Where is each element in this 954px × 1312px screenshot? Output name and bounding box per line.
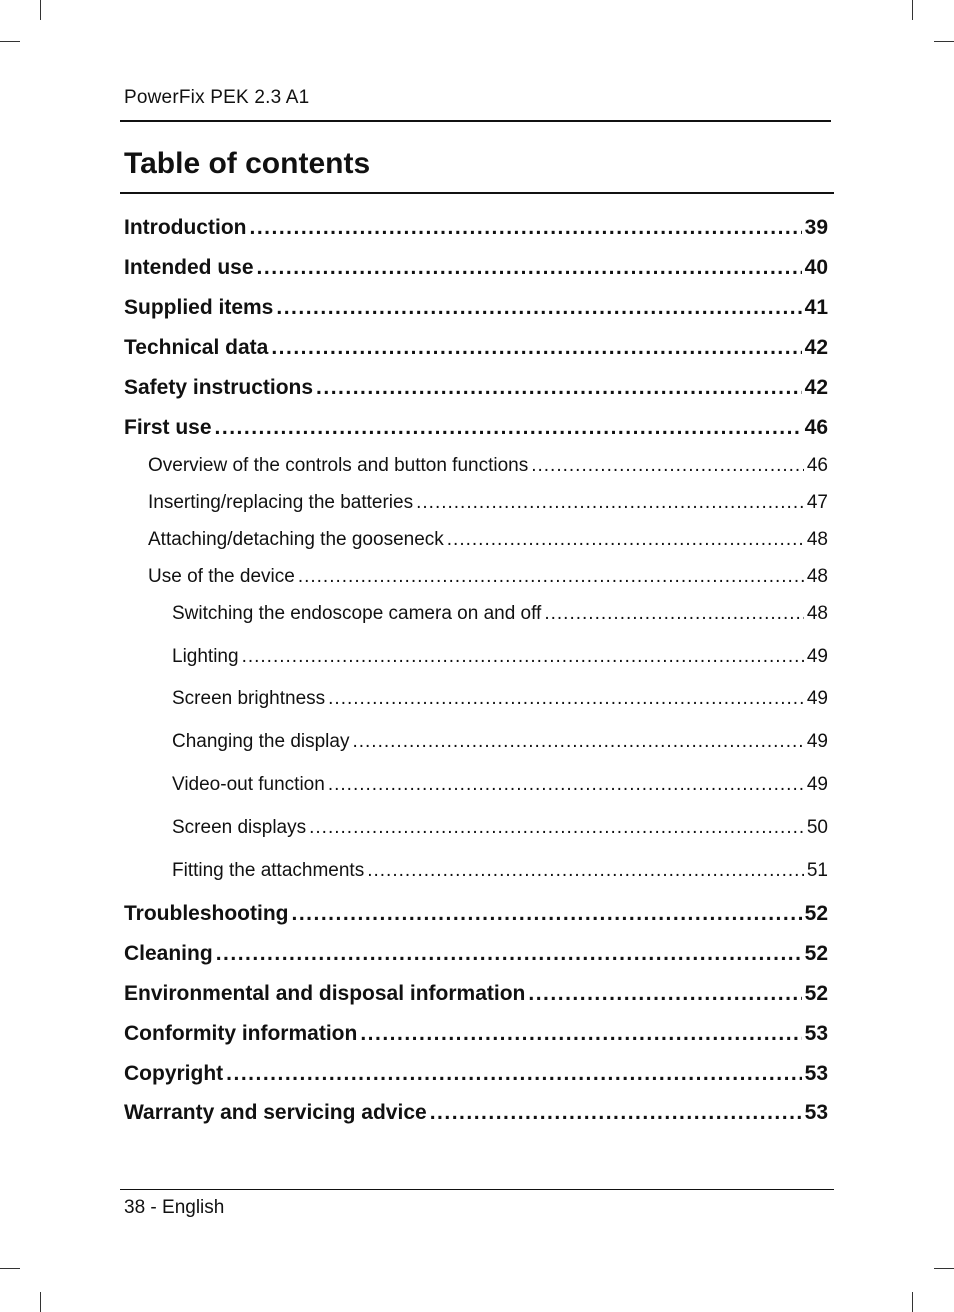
toc-entry-page-number: 42 — [804, 336, 828, 359]
toc-entry-page-number: 53 — [804, 1062, 828, 1085]
toc-entry[interactable] — [148, 455, 828, 477]
toc-entry-label: Fitting the attachments — [172, 860, 365, 881]
toc-entry-label: Troubleshooting — [124, 902, 289, 925]
toc-entry[interactable] — [148, 566, 828, 588]
toc-entry-label: Technical data — [124, 336, 269, 359]
dot-leader — [416, 492, 804, 514]
header-rule — [120, 120, 831, 122]
toc-entry-label: Lighting — [172, 646, 239, 667]
toc-entry[interactable] — [124, 296, 828, 320]
crop-mark — [0, 1268, 20, 1269]
toc-entry[interactable] — [124, 1062, 828, 1086]
toc-entry[interactable] — [124, 982, 828, 1006]
toc-entry[interactable] — [124, 416, 828, 440]
dot-leader — [544, 603, 804, 625]
toc-entry-label: Warranty and servicing advice — [124, 1101, 427, 1124]
toc-entry[interactable] — [148, 529, 828, 551]
toc-entry[interactable] — [124, 902, 828, 926]
toc-entry-page-number: 51 — [806, 860, 828, 881]
toc-entry-page-number: 52 — [804, 942, 828, 965]
toc-entry[interactable] — [124, 942, 828, 966]
toc-entry-page-number: 49 — [806, 731, 828, 752]
toc-entry-label: Use of the device — [148, 566, 295, 587]
toc-entry-label: Attaching/detaching the gooseneck — [148, 529, 444, 550]
dot-leader — [528, 982, 801, 1006]
page-title: Table of contents — [124, 147, 371, 180]
toc-entry-label: Screen displays — [172, 817, 307, 838]
dot-leader — [298, 566, 804, 588]
toc-entry[interactable] — [124, 376, 828, 400]
toc-entry-page-number: 47 — [806, 492, 828, 513]
toc-entry-page-number: 52 — [804, 902, 828, 925]
dot-leader — [249, 216, 801, 240]
toc-entry[interactable] — [172, 817, 828, 839]
title-rule — [120, 192, 834, 194]
toc-entry[interactable] — [124, 336, 828, 360]
toc-entry-page-number: 50 — [806, 817, 828, 838]
toc-entry-label: Overview of the controls and button functions — [148, 455, 529, 476]
dot-leader — [352, 731, 803, 753]
toc-entry-page-number: 48 — [806, 603, 828, 624]
toc-entry-page-number: 53 — [804, 1022, 828, 1045]
crop-mark — [934, 1268, 954, 1269]
toc-entry-label: Safety instructions — [124, 376, 314, 399]
dot-leader — [328, 688, 804, 710]
toc-entry[interactable] — [124, 216, 828, 240]
toc-entry-label: First use — [124, 416, 212, 439]
toc-entry-page-number: 48 — [806, 566, 828, 587]
toc-entry-label: Supplied items — [124, 296, 274, 319]
crop-mark — [934, 41, 954, 42]
toc-entry-page-number: 39 — [804, 216, 828, 239]
dot-leader — [216, 942, 802, 966]
dot-leader — [447, 529, 804, 551]
dot-leader — [309, 817, 804, 839]
running-header: PowerFix PEK 2.3 A1 — [124, 87, 310, 108]
crop-mark — [40, 0, 41, 20]
dot-leader — [226, 1062, 801, 1086]
toc-entry-label: Conformity information — [124, 1022, 358, 1045]
footer-rule — [120, 1189, 834, 1190]
toc-entry-page-number: 49 — [806, 646, 828, 667]
dot-leader — [291, 902, 801, 926]
toc-entry-page-number: 53 — [804, 1101, 828, 1124]
dot-leader — [531, 455, 804, 477]
crop-mark — [40, 1292, 41, 1312]
toc-entry-label: Cleaning — [124, 942, 213, 965]
toc-entry-label: Switching the endoscope camera on and off — [172, 603, 542, 624]
dot-leader — [257, 256, 802, 280]
toc-entry-page-number: 49 — [806, 688, 828, 709]
dot-leader — [328, 774, 804, 796]
toc-entry[interactable] — [124, 1101, 828, 1125]
toc-entry[interactable] — [172, 731, 828, 753]
crop-mark — [0, 41, 20, 42]
toc-entry[interactable] — [124, 256, 828, 280]
toc-entry-label: Inserting/replacing the batteries — [148, 492, 414, 513]
dot-leader — [276, 296, 801, 320]
dot-leader — [242, 646, 804, 668]
dot-leader — [367, 860, 804, 882]
toc-entry[interactable] — [124, 1022, 828, 1046]
toc-entry[interactable] — [172, 774, 828, 796]
toc-entry-page-number: 46 — [804, 416, 828, 439]
dot-leader — [316, 376, 802, 400]
toc-entry[interactable] — [172, 860, 828, 882]
toc-entry-page-number: 49 — [806, 774, 828, 795]
toc-entry-page-number: 41 — [804, 296, 828, 319]
dot-leader — [215, 416, 802, 440]
toc-entry-label: Intended use — [124, 256, 254, 279]
toc-entry-label: Video-out function — [172, 774, 325, 795]
toc-entry[interactable] — [172, 646, 828, 668]
toc-entry[interactable] — [148, 492, 828, 514]
page-footer: 38 - English — [124, 1197, 225, 1218]
crop-mark — [912, 0, 913, 20]
toc-entry-label: Introduction — [124, 216, 247, 239]
toc-entry-page-number: 40 — [804, 256, 828, 279]
toc-entry-page-number: 52 — [804, 982, 828, 1005]
dot-leader — [271, 336, 801, 360]
toc-entry-page-number: 42 — [804, 376, 828, 399]
toc-entry-page-number: 46 — [806, 455, 828, 476]
toc-entry-label: Copyright — [124, 1062, 224, 1085]
toc-entry-label: Screen brightness — [172, 688, 326, 709]
toc-entry-label: Changing the display — [172, 731, 350, 752]
toc-entry-label: Environmental and disposal information — [124, 982, 526, 1005]
dot-leader — [430, 1101, 802, 1125]
crop-mark — [912, 1292, 913, 1312]
dot-leader — [360, 1022, 801, 1046]
toc-entry[interactable] — [172, 688, 828, 710]
toc-entry-page-number: 48 — [806, 529, 828, 550]
toc-entry[interactable] — [172, 603, 828, 625]
